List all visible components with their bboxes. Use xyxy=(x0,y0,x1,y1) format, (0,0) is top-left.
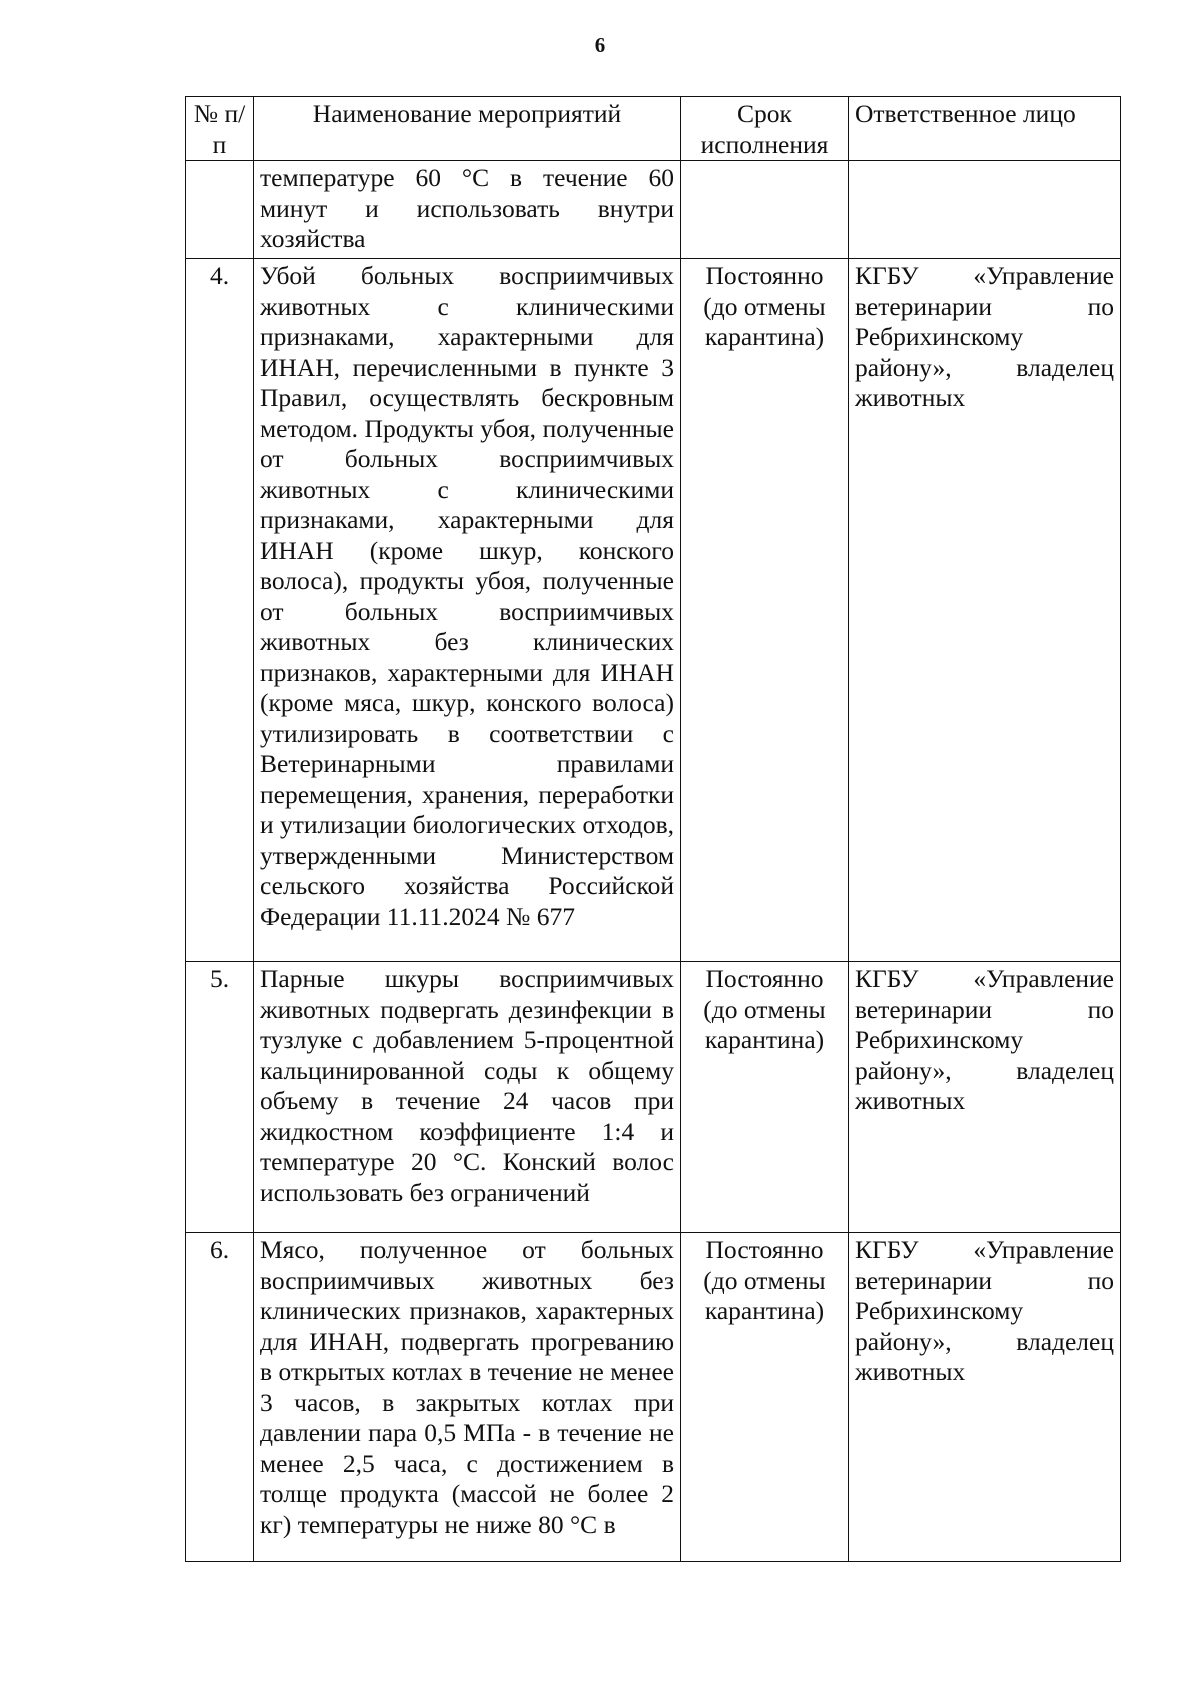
row-measure: Убой больных восприимчивых животных с клиническими признаками, характерными для ИНАН, перечисленными в пункте 3 Правил, осуществлять бескровным методом. Продукты убоя, полученные от больных восприимчивых животных с клиническими признаками, характерными для ИНАН (кроме шкур, конского волоса), продукты убоя, полученные от больных восприимчивых животных без клинических признаков, характерными для ИНАН (кроме мяса, шкур, конского волоса) утилизировать в соответствии с Ветеринарными правилами перемещения, хранения, переработки и утилизации биологических отходов, утвержденными Министерством сельского хозяйства Российской Федерации 11.11.2024 № 677 xyxy=(254,259,681,962)
row-term xyxy=(681,161,849,259)
row-num: 6. xyxy=(186,1233,254,1562)
table-header-row xyxy=(186,97,1121,161)
row-term: Постоянно (до отмены карантина) xyxy=(681,1233,849,1562)
row-term: Постоянно (до отмены карантина) xyxy=(681,962,849,1233)
header-term: Срок исполнения xyxy=(681,97,849,161)
header-num: № п/п xyxy=(186,97,254,161)
row-measure: Парные шкуры восприимчивых животных подвергать дезинфекции в тузлуке с добавлением 5-процентной кальцинированной соды к общему объему в течение 24 часов при жидкостном коэффициенте 1:4 и температуре 20 °С. Конский волос использовать без ограничений xyxy=(254,962,681,1233)
measures-table xyxy=(185,96,1121,1562)
page-number: 6 xyxy=(594,33,606,57)
row-num: 4. xyxy=(186,259,254,962)
row-responsible xyxy=(849,161,1121,259)
row-num: 5. xyxy=(186,962,254,1233)
row-responsible: КГБУ «Управление ветеринарии по Ребрихинскому району», владелец животных xyxy=(849,1233,1121,1562)
row-measure: температуре 60 °С в течение 60 минут и использовать внутри хозяйства xyxy=(254,161,681,259)
table-row xyxy=(186,161,1121,259)
table-row xyxy=(186,962,1121,1233)
header-responsible: Ответственное лицо xyxy=(849,97,1121,161)
row-responsible: КГБУ «Управление ветеринарии по Ребрихинскому району», владелец животных xyxy=(849,962,1121,1233)
header-name: Наименование мероприятий xyxy=(254,97,681,161)
row-num xyxy=(186,161,254,259)
table-row xyxy=(186,259,1121,962)
row-measure: Мясо, полученное от больных восприимчивых животных без клинических признаков, характерных для ИНАН, подвергать прогреванию в открытых котлах в течение не менее 3 часов, в закрытых котлах при давлении пара 0,5 МПа - в течение не менее 2,5 часа, с достижением в толще продукта (массой не более 2 кг) температуры не ниже 80 °С в xyxy=(254,1233,681,1562)
table-row xyxy=(186,1233,1121,1562)
row-responsible: КГБУ «Управление ветеринарии по Ребрихинскому району», владелец животных xyxy=(849,259,1121,962)
row-term: Постоянно (до отмены карантина) xyxy=(681,259,849,962)
